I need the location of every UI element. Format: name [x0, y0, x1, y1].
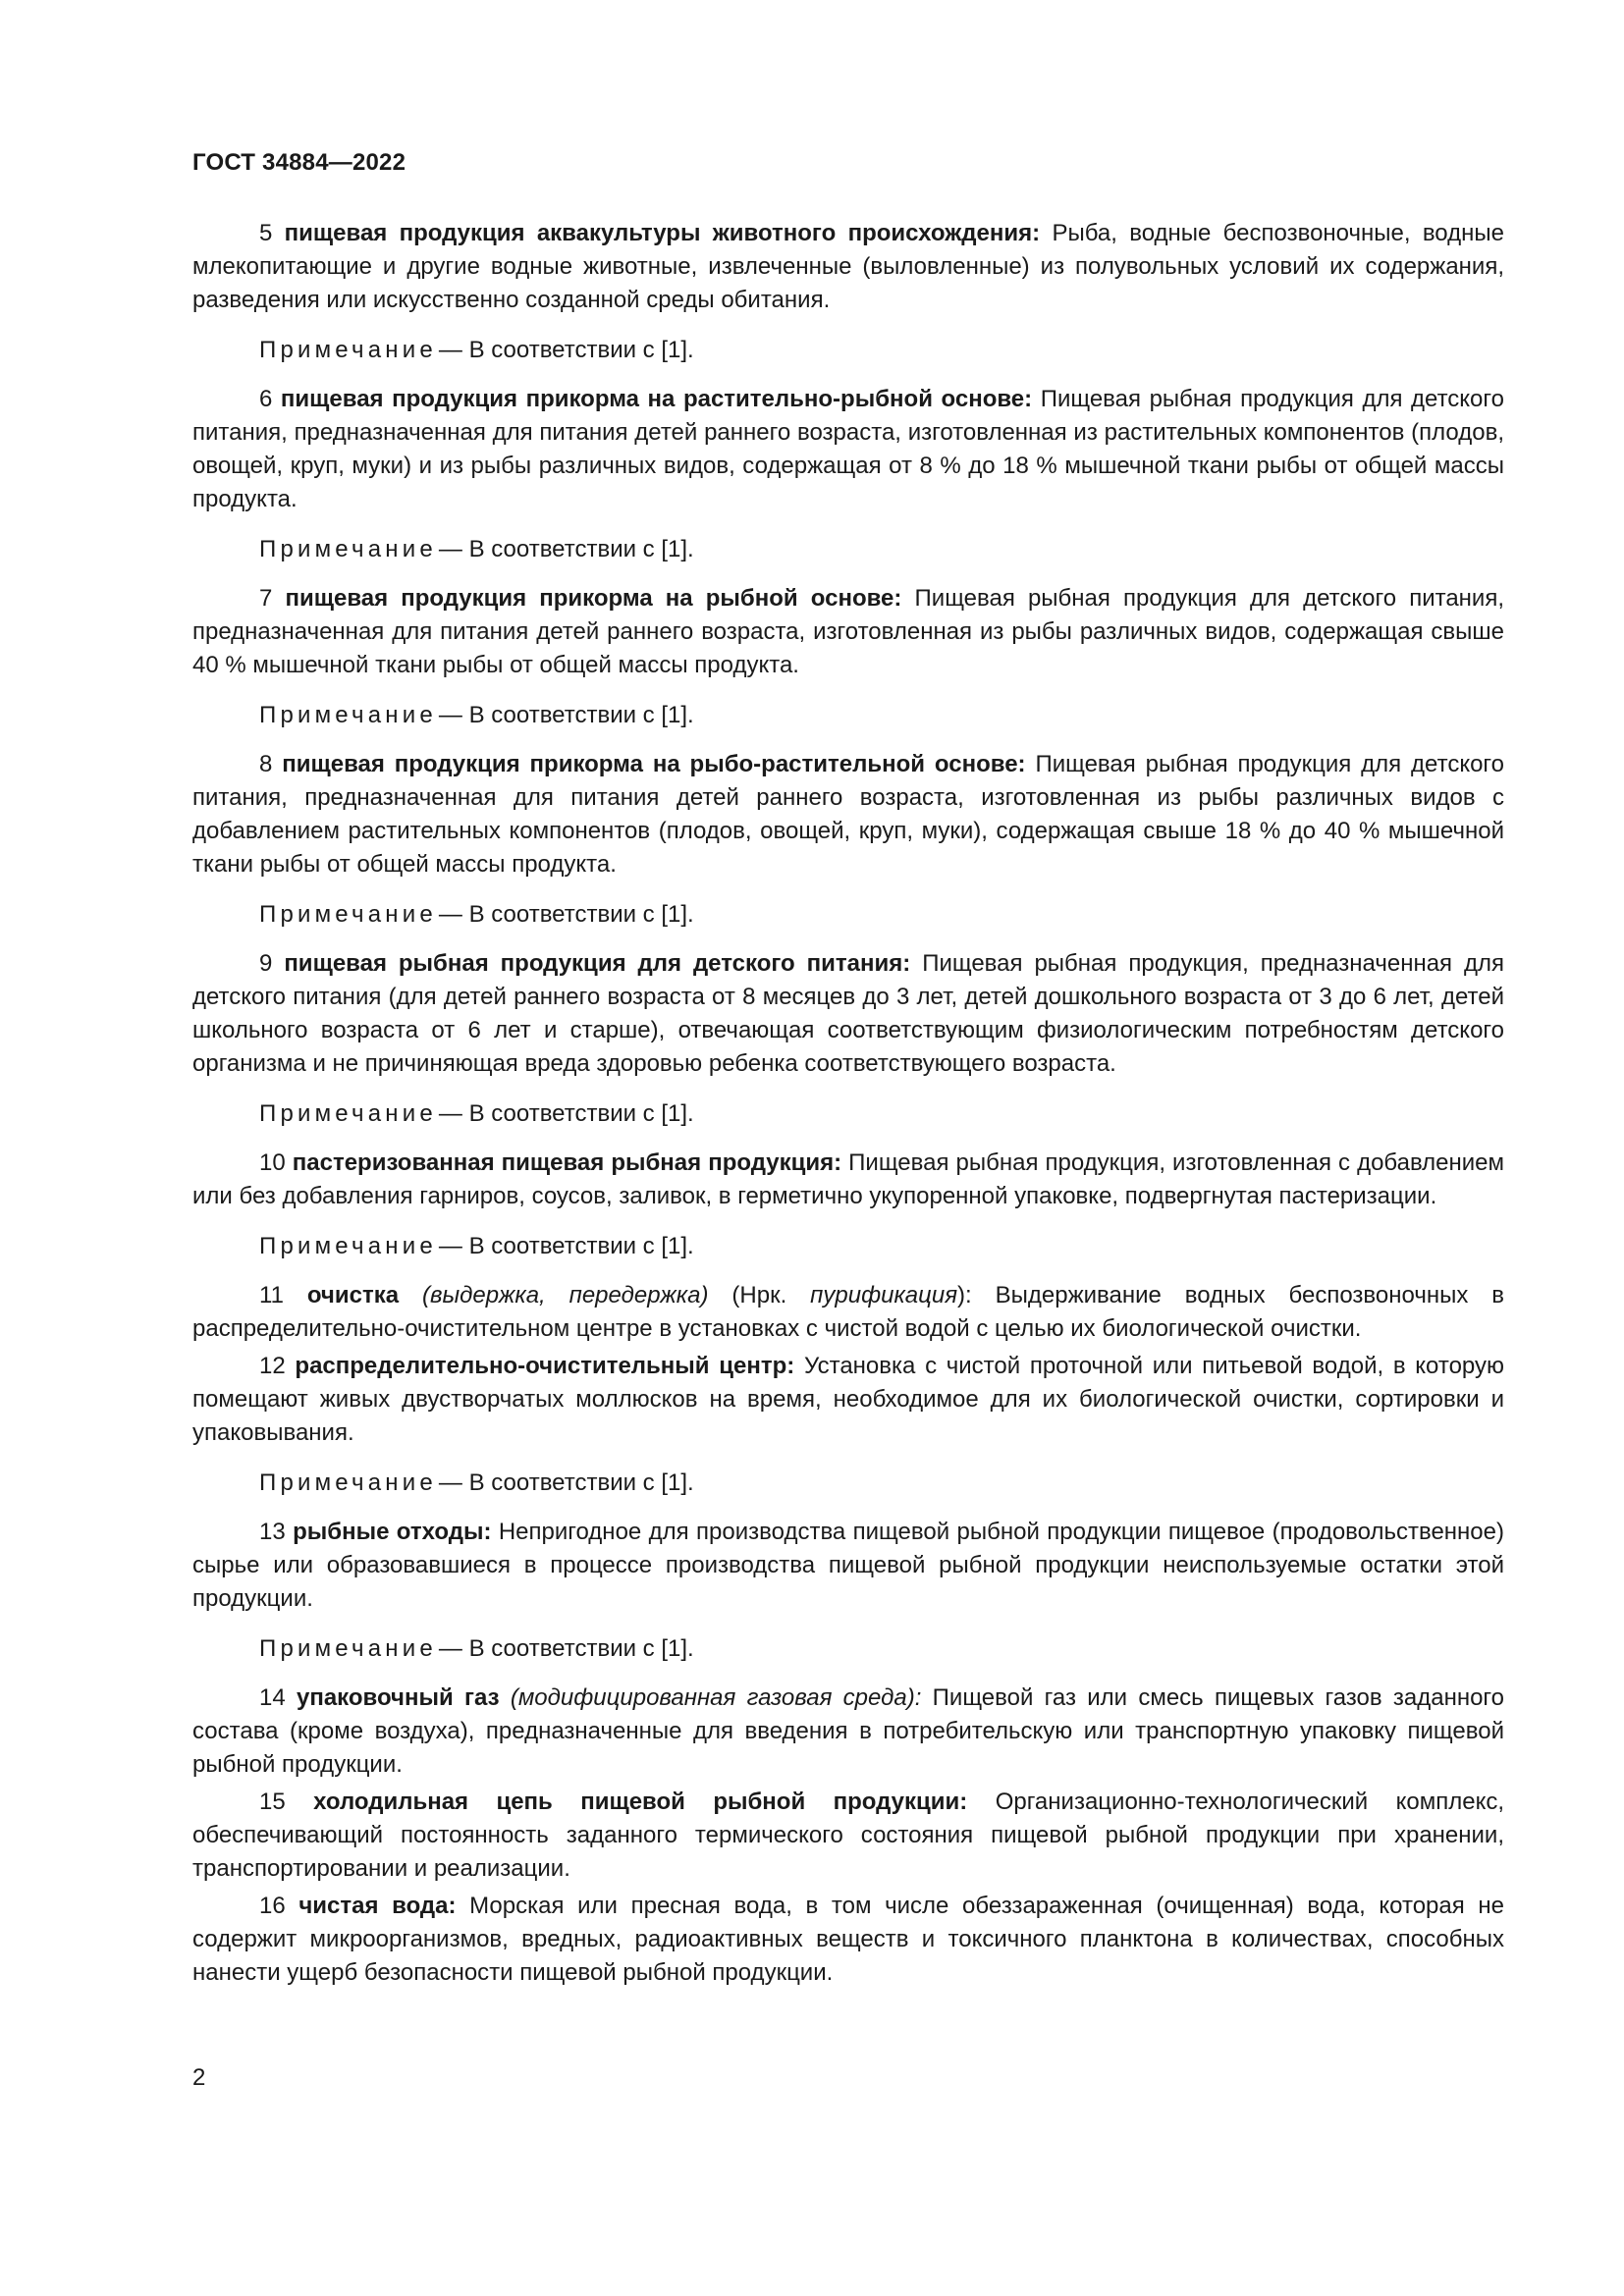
term-definition: Пищевой газ или смесь пищевых газов заданного состава (кроме воздуха), предназначенные для введения в потребительскую или транспортную упаковку пищевой рыбной продукции. — [192, 1684, 1505, 1778]
term-number: 13 — [259, 1519, 286, 1545]
term-definition: Пищевая рыбная продукция, предназначенная для детского питания (для детей раннего возраста от 8 месяцев до 3 лет, детей дошкольного возраста от 3 до 6 лет, детей школьного возраста от 6 лет и старше), отвечающая соответствующим физиологическим потребностям детского организма и не причиняющая вреда здоровью ребенка соответствующего возраста. — [192, 950, 1505, 1077]
term-entry — [192, 947, 1504, 1081]
term-entry — [192, 1516, 1504, 1616]
term-name: пищевая продукция аквакультуры животного происхождения: — [284, 220, 1041, 246]
term-name: холодильная цепь пищевой рыбной продукции: — [313, 1789, 968, 1815]
term-definition: Пищевая рыбная продукция, изготовленная с добавлением или без добавления гарниров, соусов, заливок, в герметично укупоренной упаковке, подвергнутая пастеризации. — [192, 1149, 1505, 1209]
term-number: 7 — [259, 585, 273, 612]
term-entry — [192, 1279, 1504, 1346]
deprecated-suffix: ): — [957, 1282, 972, 1308]
term-note — [192, 533, 1504, 566]
term-entry — [192, 1682, 1504, 1782]
term-definition: Организационно-технологический комплекс, обеспечивающий постоянность заданного термического состояния пищевой рыбной продукции при хранении, транспортировании и реализации. — [192, 1789, 1505, 1882]
term-synonym: (модифицированная газовая среда): — [510, 1684, 922, 1711]
term-name: очистка — [306, 1282, 400, 1308]
term-definition: Пищевая рыбная продукция для детского питания, предназначенная для питания детей раннего возраста, изготовленная из рыбы различных видов, содержащая свыше 40 % мышечной ткани рыбы от общей массы продукта. — [192, 585, 1504, 678]
term-number: 16 — [259, 1893, 286, 1919]
note-text: — В соответствии с [1]. — [438, 901, 694, 928]
term-entry — [192, 1350, 1504, 1450]
term-entry — [192, 1786, 1504, 1886]
term-note — [192, 334, 1504, 367]
term-entry — [192, 1890, 1504, 1990]
note-text: — В соответствии с [1]. — [438, 1233, 694, 1259]
term-definition: Морская или пресная вода, в том числе обеззараженная (очищенная) вода, которая не содержит микроорганизмов, вредных, радиоактивных веществ и токсичного планктона в количествах, способных нанести ущерб безопасности пищевой рыбной продукции. — [192, 1893, 1505, 1986]
term-entry — [192, 383, 1504, 516]
term-entry — [192, 1147, 1504, 1213]
term-number: 14 — [259, 1684, 286, 1711]
term-definition: Пищевая рыбная продукция для детского питания, предназначенная для питания детей раннего возраста, изготовленная из рыбы различных видов с добавлением растительных компонентов (плодов, овощей, круп, муки), содержащая свыше 18 % до 40 % мышечной ткани рыбы от общей массы продукта. — [192, 751, 1505, 878]
note-text: — В соответствии с [1]. — [438, 702, 694, 728]
term-entry — [192, 748, 1504, 881]
deprecated-prefix: (Нрк. — [731, 1282, 787, 1308]
term-name: упаковочный газ — [296, 1684, 500, 1711]
term-name: пищевая продукция прикорма на рыбной основе: — [285, 585, 902, 612]
term-definition: Рыба, водные беспозвоночные, водные млекопитающие и другие водные животные, извлеченные (выловленные) из полувольных условий их содержания, разведения или искусственно созданной среды обитания. — [192, 220, 1504, 313]
term-number: 9 — [259, 950, 273, 977]
note-label: Примечание — [259, 1635, 437, 1662]
term-number: 10 — [259, 1149, 286, 1176]
note-text: — В соответствии с [1]. — [438, 337, 694, 363]
term-number: 8 — [259, 751, 273, 777]
term-definition: Выдерживание водных беспозвоночных в распределительно-очистительном центре в установках с чистой водой с целью их биологической очистки. — [192, 1282, 1505, 1342]
term-number: 15 — [259, 1789, 286, 1815]
note-label: Примечание — [259, 1233, 437, 1259]
terms-section — [192, 217, 1504, 1990]
term-note — [192, 1097, 1504, 1131]
term-name: чистая вода: — [298, 1893, 457, 1919]
deprecated-term: пурификация — [810, 1282, 958, 1308]
note-text: — В соответствии с [1]. — [438, 1635, 694, 1662]
term-note — [192, 898, 1504, 932]
term-note — [192, 1230, 1504, 1263]
term-synonym: (выдержка, передержка) — [421, 1282, 709, 1308]
note-label: Примечание — [259, 702, 437, 728]
term-number: 12 — [259, 1353, 286, 1379]
note-text: — В соответствии с [1]. — [438, 1469, 694, 1496]
document-header: ГОСТ 34884—2022 — [192, 149, 406, 176]
term-entry — [192, 582, 1504, 682]
term-note — [192, 699, 1504, 732]
term-definition: Пищевая рыбная продукция для детского питания, предназначенная для питания детей раннего возраста, изготовленная из растительных компонентов (плодов, овощей, круп, муки) и из рыбы различных видов, содержащая от 8 % до 18 % мышечной ткани рыбы от общей массы продукта. — [192, 386, 1504, 512]
term-number: 11 — [259, 1282, 284, 1308]
note-label: Примечание — [259, 337, 437, 363]
page-number: 2 — [192, 2064, 206, 2091]
term-name: рыбные отходы: — [293, 1519, 492, 1545]
note-label: Примечание — [259, 1100, 437, 1127]
note-label: Примечание — [259, 536, 437, 562]
term-entry — [192, 217, 1504, 317]
term-note — [192, 1467, 1504, 1500]
term-name: распределительно-очистительный центр: — [295, 1353, 795, 1379]
term-name: пастеризованная пищевая рыбная продукция: — [292, 1149, 842, 1176]
term-number: 5 — [259, 220, 273, 246]
term-name: пищевая рыбная продукция для детского питания: — [284, 950, 911, 977]
term-note — [192, 1632, 1504, 1666]
term-number: 6 — [259, 386, 273, 412]
term-definition: Непригодное для производства пищевой рыбной продукции пищевое (продовольственное) сырье или образовавшиеся в процессе производства пищевой рыбной продукции неиспользуемые остатки этой продукции. — [192, 1519, 1504, 1612]
note-label: Примечание — [259, 1469, 437, 1496]
note-text: — В соответствии с [1]. — [438, 1100, 694, 1127]
term-definition: Установка с чистой проточной или питьевой водой, в которую помещают живых двустворчатых моллюсков на время, необходимое для их биологической очистки, сортировки и упаковывания. — [192, 1353, 1505, 1446]
note-label: Примечание — [259, 901, 437, 928]
term-name: пищевая продукция прикорма на растительно-рыбной основе: — [280, 386, 1033, 412]
note-text: — В соответствии с [1]. — [438, 536, 694, 562]
term-name: пищевая продукция прикорма на рыбо-растительной основе: — [282, 751, 1026, 777]
